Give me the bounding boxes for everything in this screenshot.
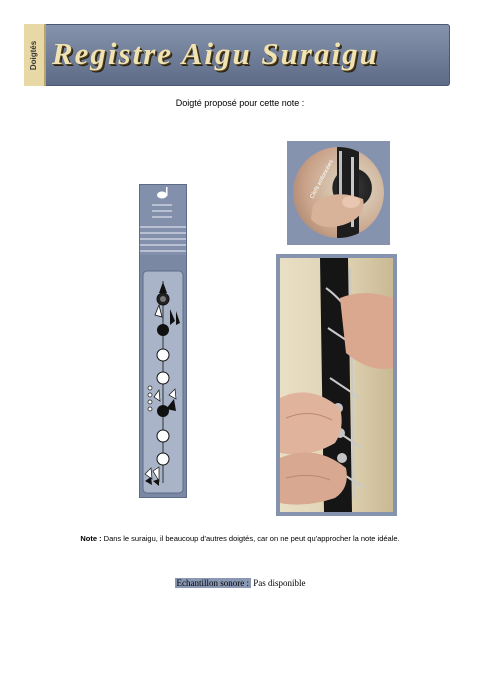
- note-text: Dans le suraigu, il beaucoup d'autres doigtés, car on ne peut qu'approcher la note idéale.: [101, 534, 400, 543]
- hands-clarinet-photo: [276, 254, 397, 516]
- page-title: Registre Aigu Suraigu: [52, 36, 379, 71]
- note-label: Note :: [80, 534, 102, 543]
- side-tab-label: Doigtés: [29, 40, 39, 70]
- hole-5: [157, 430, 169, 442]
- photo-top-label: Clefs enfoncées: [309, 159, 335, 200]
- hole-2: [157, 349, 169, 361]
- header-banner: [24, 24, 450, 86]
- keys-closeup-photo: [287, 141, 390, 245]
- hole-1: [157, 324, 169, 336]
- note-stem: [166, 187, 168, 196]
- sample-value: Pas disponible: [250, 578, 306, 588]
- sample-label: Echantillon sonore :: [176, 578, 249, 588]
- hole-6: [157, 453, 169, 465]
- side-tab: [24, 24, 46, 86]
- note-head: [157, 192, 167, 199]
- hole-3: [157, 372, 169, 384]
- fingering-diagram: [140, 185, 186, 497]
- fingering-chart: [139, 184, 187, 498]
- footnote: [0, 534, 480, 543]
- hands-clarinet-image: [280, 258, 393, 512]
- fingering-caption: Doigté proposé pour cette note :: [175, 98, 305, 108]
- sound-sample: [0, 578, 480, 588]
- hole-4: [157, 405, 169, 417]
- keys-closeup-image: [293, 147, 384, 238]
